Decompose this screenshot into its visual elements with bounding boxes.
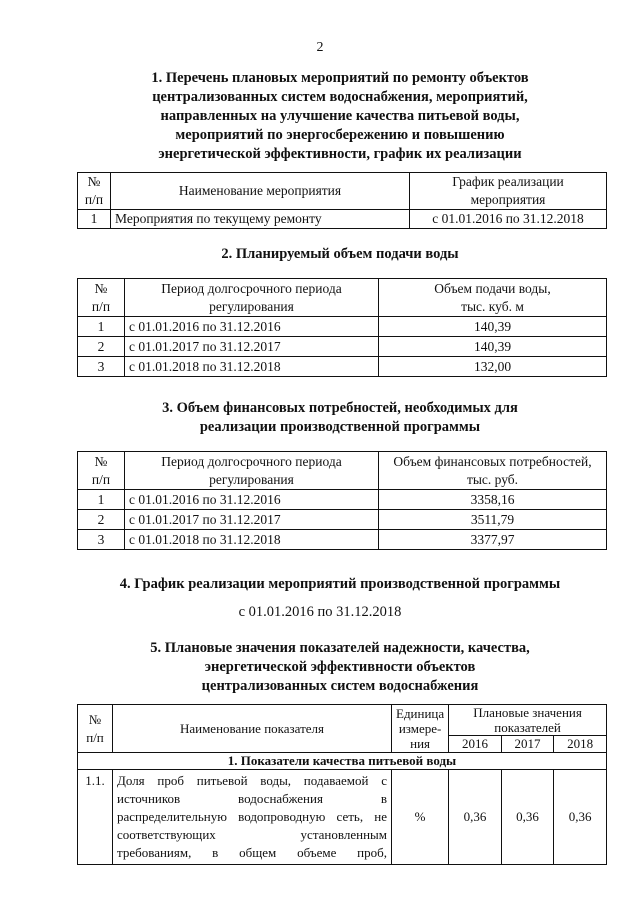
row-period: с 01.01.2017 по 31.12.2017 [125, 337, 379, 357]
activity-schedule: с 01.01.2016 по 31.12.2018 [410, 210, 607, 229]
indicators-table [77, 704, 607, 865]
table-row [78, 490, 607, 510]
row-period: с 01.01.2018 по 31.12.2018 [125, 530, 379, 550]
col-name-header: Наименование мероприятия [111, 173, 410, 210]
col-num-header: № п/п [78, 705, 113, 753]
section3-title: 3. Объем финансовых потребностей, необходимых для реализации производственной программы [162, 400, 518, 435]
row-volume: 140,39 [379, 337, 607, 357]
group1-title: 1. Показатели качества питьевой воды [78, 753, 607, 770]
col-plan-header: Плановые значения показателей [449, 705, 607, 736]
page-number: 2 [316, 40, 324, 55]
table-row [78, 317, 607, 337]
section4-title: 4. График реализации мероприятий производственной программы [119, 576, 561, 592]
indicator-value-2016: 0,36 [449, 770, 502, 865]
table-row [78, 530, 607, 550]
section1-title-line: энергетической эффективности, график их реализации [158, 146, 522, 162]
row-finance: 3511,79 [379, 510, 607, 530]
row-finance: 3358,16 [379, 490, 607, 510]
indicator-value-2017: 0,36 [501, 770, 554, 865]
row-num: 2 [78, 510, 125, 530]
row-num: 1 [78, 490, 125, 510]
row-period: с 01.01.2018 по 31.12.2018 [125, 357, 379, 377]
col-num-header: № п/п [78, 279, 125, 317]
section1-title [70, 69, 610, 164]
section2-title: 2. Планируемый объем подачи воды [221, 246, 459, 262]
col-name-header: Наименование показателя [113, 705, 392, 753]
row-period: с 01.01.2017 по 31.12.2017 [125, 510, 379, 530]
col-finance-header: Объем финансовых потребностей, тыс. руб. [379, 452, 607, 490]
col-period-header: Период долгосрочного периода регулирования [125, 452, 379, 490]
row-num: 3 [78, 357, 125, 377]
table-row [78, 337, 607, 357]
row-num: 2 [78, 337, 125, 357]
row-num: 1.1. [78, 770, 113, 865]
col-unit-header: Единица измере- ния [392, 705, 449, 753]
row-finance: 3377,97 [379, 530, 607, 550]
section1-title-line: направленных на улучшение качества питьевой воды, [160, 108, 520, 124]
indicator-name: Доля проб питьевой воды, подаваемой с источников водоснабжения в распределительную водопроводную сеть, не соответствующих установленным требованиям, в общем объеме проб, [113, 770, 392, 865]
indicator-value-2018: 0,36 [554, 770, 607, 865]
indicator-unit: % [392, 770, 449, 865]
table-row [78, 510, 607, 530]
row-volume: 132,00 [379, 357, 607, 377]
col-volume-header: Объем подачи воды, тыс. куб. м [379, 279, 607, 317]
row-volume: 140,39 [379, 317, 607, 337]
group-row [78, 753, 607, 770]
row-num: 1 [78, 210, 111, 229]
table-header-row [78, 279, 607, 317]
finance-table [77, 451, 607, 550]
col-year-2018: 2018 [554, 736, 607, 753]
table-row [78, 770, 607, 865]
section1-title-line: 1. Перечень плановых мероприятий по ремонту объектов [151, 70, 529, 86]
row-num: 1 [78, 317, 125, 337]
row-num: 3 [78, 530, 125, 550]
table-header-row [78, 173, 607, 210]
activity-name: Мероприятия по текущему ремонту [111, 210, 410, 229]
section1-title-line: мероприятий по энергосбережению и повышению [175, 127, 505, 143]
table-row [78, 357, 607, 377]
col-num-header: № п/п [78, 173, 111, 210]
col-period-header: Период долгосрочного периода регулирования [125, 279, 379, 317]
section1-title-line: централизованных систем водоснабжения, мероприятий, [152, 89, 528, 105]
row-period: с 01.01.2016 по 31.12.2016 [125, 490, 379, 510]
col-year-2016: 2016 [449, 736, 502, 753]
row-period: с 01.01.2016 по 31.12.2016 [125, 317, 379, 337]
table-header-row [78, 452, 607, 490]
water-supply-table [77, 278, 607, 377]
table-header-row [78, 705, 607, 736]
table-row [78, 210, 607, 229]
section5-title: 5. Плановые значения показателей надежности, качества, энергетической эффективности объектов централизованных систем водоснабжения [150, 640, 530, 694]
section4-period: с 01.01.2016 по 31.12.2018 [238, 604, 402, 620]
col-year-2017: 2017 [501, 736, 554, 753]
col-num-header: № п/п [78, 452, 125, 490]
col-schedule-header: График реализации мероприятия [410, 173, 607, 210]
activities-table [77, 172, 607, 229]
